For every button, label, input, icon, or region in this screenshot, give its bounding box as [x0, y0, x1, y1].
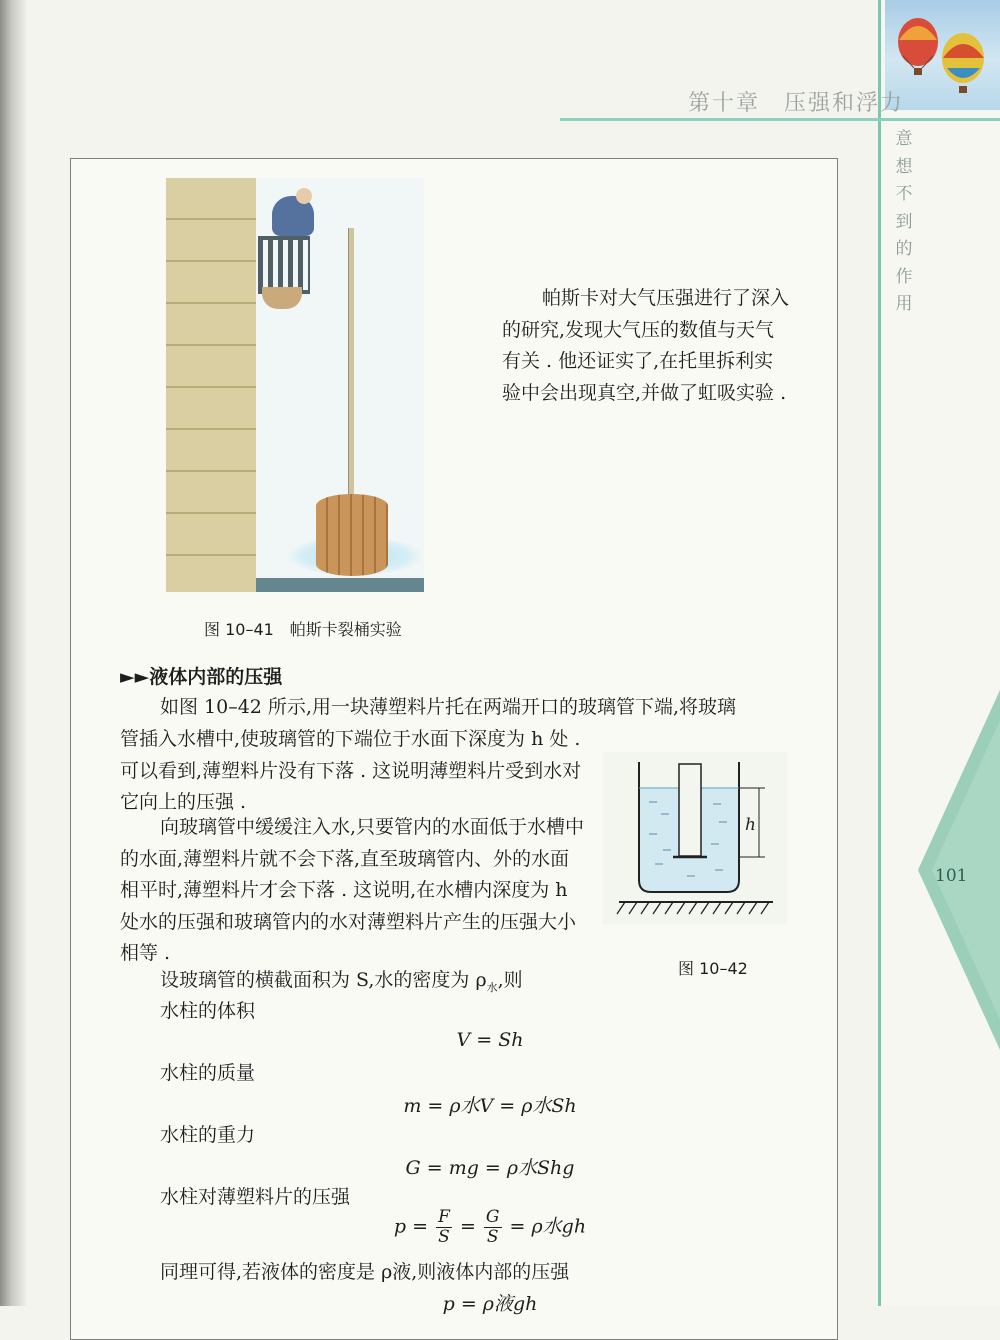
volume-equation: V = Sh — [456, 1029, 524, 1051]
fraction-f-over-s — [436, 1208, 452, 1247]
page-number: 101 — [935, 866, 968, 886]
long-thin-tube — [348, 228, 354, 496]
general-equation: p = ρ液gh — [442, 1293, 538, 1315]
pressure-equation — [200, 1208, 780, 1247]
pascal-head — [296, 188, 312, 204]
equals-sign: = — [459, 1215, 476, 1238]
pressure-eq-end: = ρ水gh — [509, 1215, 587, 1238]
paragraph-2: 向玻璃管中缓缓注入水,只要管内的水面低于水槽中的水面,薄塑料片就不会下落,直至玻璃管内、外的水面相平时,薄塑料片才会下落 . 这说明,在水槽内深度为 h 处水的压强和玻璃管内的水对薄塑料片产生的压强大小相等 . — [120, 816, 585, 964]
section-title: ►►液体内部的压强 — [120, 666, 283, 688]
figure-2-caption: 图 10–42 — [678, 959, 748, 978]
pressure-eq-start: p = — [393, 1215, 429, 1238]
paragraph-1-rest: 管插入水槽中,使玻璃管的下端位于水面下深度为 h 处 . 可以看到,薄塑料片没有下落 . 这说明薄塑料片受到水对它向上的压强 . — [120, 728, 582, 813]
figure-2-diagram — [603, 752, 787, 924]
side-vertical-title: 意想不到的作用 — [895, 129, 913, 314]
wooden-barrel — [316, 494, 388, 576]
weight-label: 水柱的重力 — [160, 1124, 256, 1146]
pressure-label: 水柱对薄塑料片的压强 — [160, 1186, 351, 1208]
figure-1-caption: 图 10–41 帕斯卡裂桶实验 — [204, 620, 402, 639]
weight-equation: G = mg = ρ水Shg — [405, 1157, 575, 1179]
fraction-1-denominator: S — [438, 1227, 450, 1247]
fraction-1-numerator: F — [438, 1207, 450, 1227]
fraction-g-over-s — [484, 1208, 502, 1247]
chapter-title: 第十章 压强和浮力 — [688, 91, 905, 116]
mass-label: 水柱的质量 — [160, 1062, 256, 1084]
side-accent-line — [878, 0, 881, 1306]
paragraph-1-line-1: 如图 10–42 所示,用一块薄塑料片托在两端开口的玻璃管下端,将玻璃 — [160, 696, 737, 718]
glass-tube-in-tank — [603, 752, 787, 924]
paragraph-3-subscript: 水 — [486, 980, 498, 994]
fraction-2-numerator: G — [485, 1207, 500, 1227]
volume-label: 水柱的体积 — [160, 1000, 256, 1022]
depth-label-h: h — [745, 815, 756, 835]
stone-wall — [166, 178, 258, 592]
paragraph-3-text: 设玻璃管的横截面积为 S,水的密度为 ρ — [160, 969, 487, 991]
balcony-railing — [258, 236, 310, 294]
paragraph-3-end: ,则 — [497, 969, 523, 991]
fraction-2-denominator: S — [486, 1227, 499, 1247]
book-spine-shadow — [0, 0, 26, 1306]
mass-equation: m = ρ水V = ρ水Sh — [403, 1095, 577, 1117]
figure-description: 帕斯卡对大气压强进行了深入的研究,发现大气压的数值与天气有关 . 他还证实了,在托里拆利实验中会出现真空,并做了虹吸实验 . — [502, 287, 790, 404]
general-statement: 同理可得,若液体的密度是 ρ液,则液体内部的压强 — [160, 1261, 570, 1283]
ground-slab — [256, 578, 424, 592]
header-rule — [560, 118, 1000, 121]
